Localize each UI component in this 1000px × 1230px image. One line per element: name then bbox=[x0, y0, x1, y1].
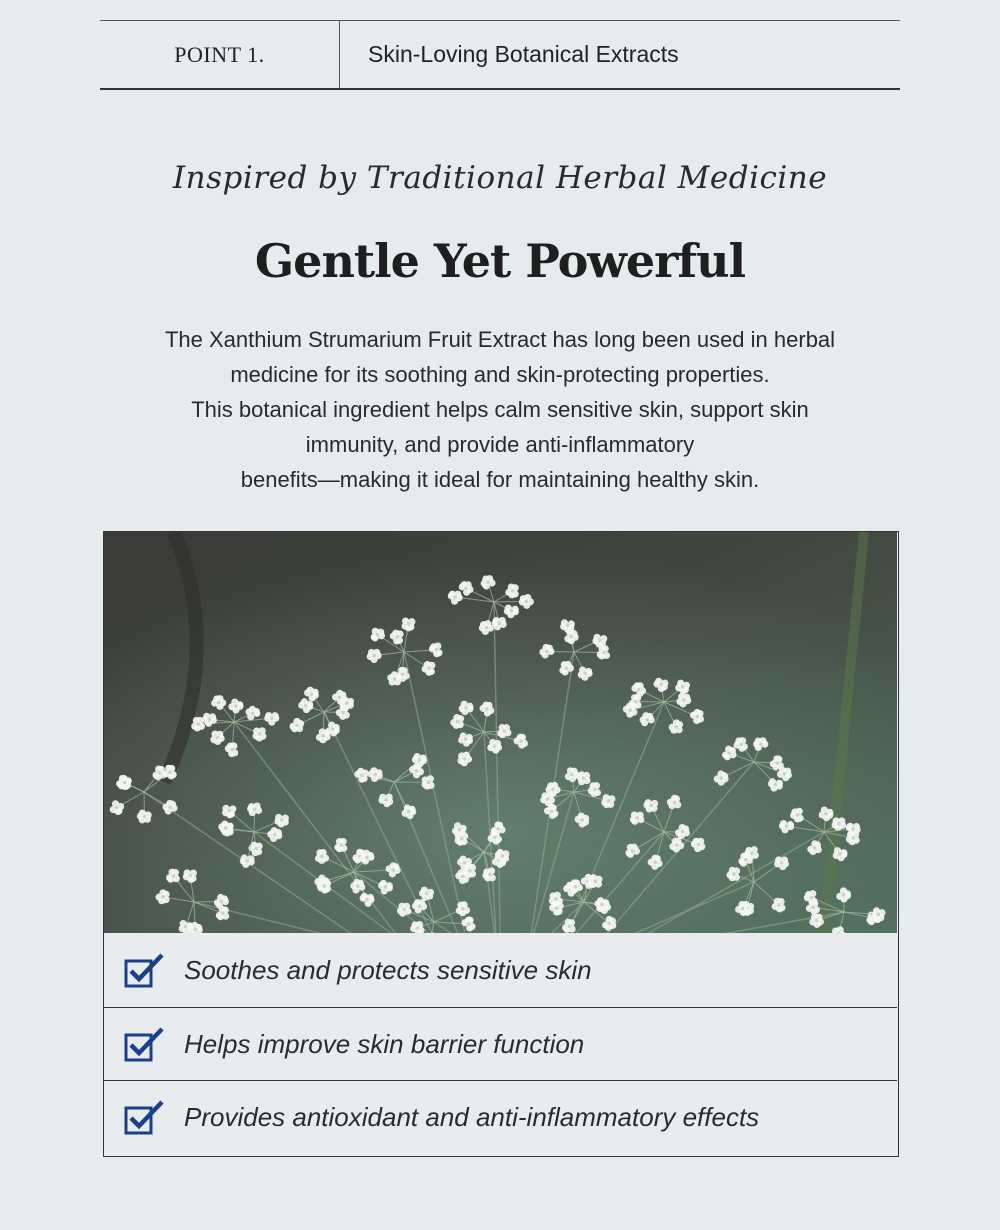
description-line: benefits—making it ideal for maintaining healthy skin. bbox=[240, 467, 760, 492]
checkbox-checked-icon bbox=[124, 1026, 166, 1062]
feature-text: Helps improve skin barrier function bbox=[184, 1028, 585, 1059]
feature-text: Soothes and protects sensitive skin bbox=[184, 954, 592, 985]
feature-item bbox=[104, 933, 897, 1007]
description-line: This botanical ingredient helps calm sensitive skin, support skin bbox=[191, 397, 809, 422]
description-line: The Xanthium Strumarium Fruit Extract has long been used in herbal bbox=[164, 327, 836, 352]
description-line: medicine for its soothing and skin-protecting properties. bbox=[230, 362, 770, 387]
flower-photo bbox=[104, 532, 897, 933]
point-header bbox=[100, 20, 900, 90]
description-line: immunity, and provide anti-inflammatory bbox=[305, 432, 695, 457]
checkbox-checked-icon bbox=[124, 952, 166, 988]
description bbox=[120, 322, 880, 497]
point-number: POINT 1. bbox=[100, 21, 340, 88]
section-title: Gentle Yet Powerful bbox=[254, 234, 746, 288]
feature-list bbox=[104, 933, 897, 1153]
checkbox-checked-icon bbox=[124, 1099, 166, 1135]
flower-illustration bbox=[104, 532, 897, 933]
section-subtitle: Inspired by Traditional Herbal Medicine bbox=[172, 160, 828, 196]
feature-item bbox=[104, 1007, 897, 1080]
feature-item bbox=[104, 1080, 897, 1153]
point-title: Skin-Loving Botanical Extracts bbox=[368, 41, 679, 67]
feature-card bbox=[103, 531, 899, 1157]
feature-text: Provides antioxidant and anti-inflammatory effects bbox=[184, 1101, 760, 1132]
